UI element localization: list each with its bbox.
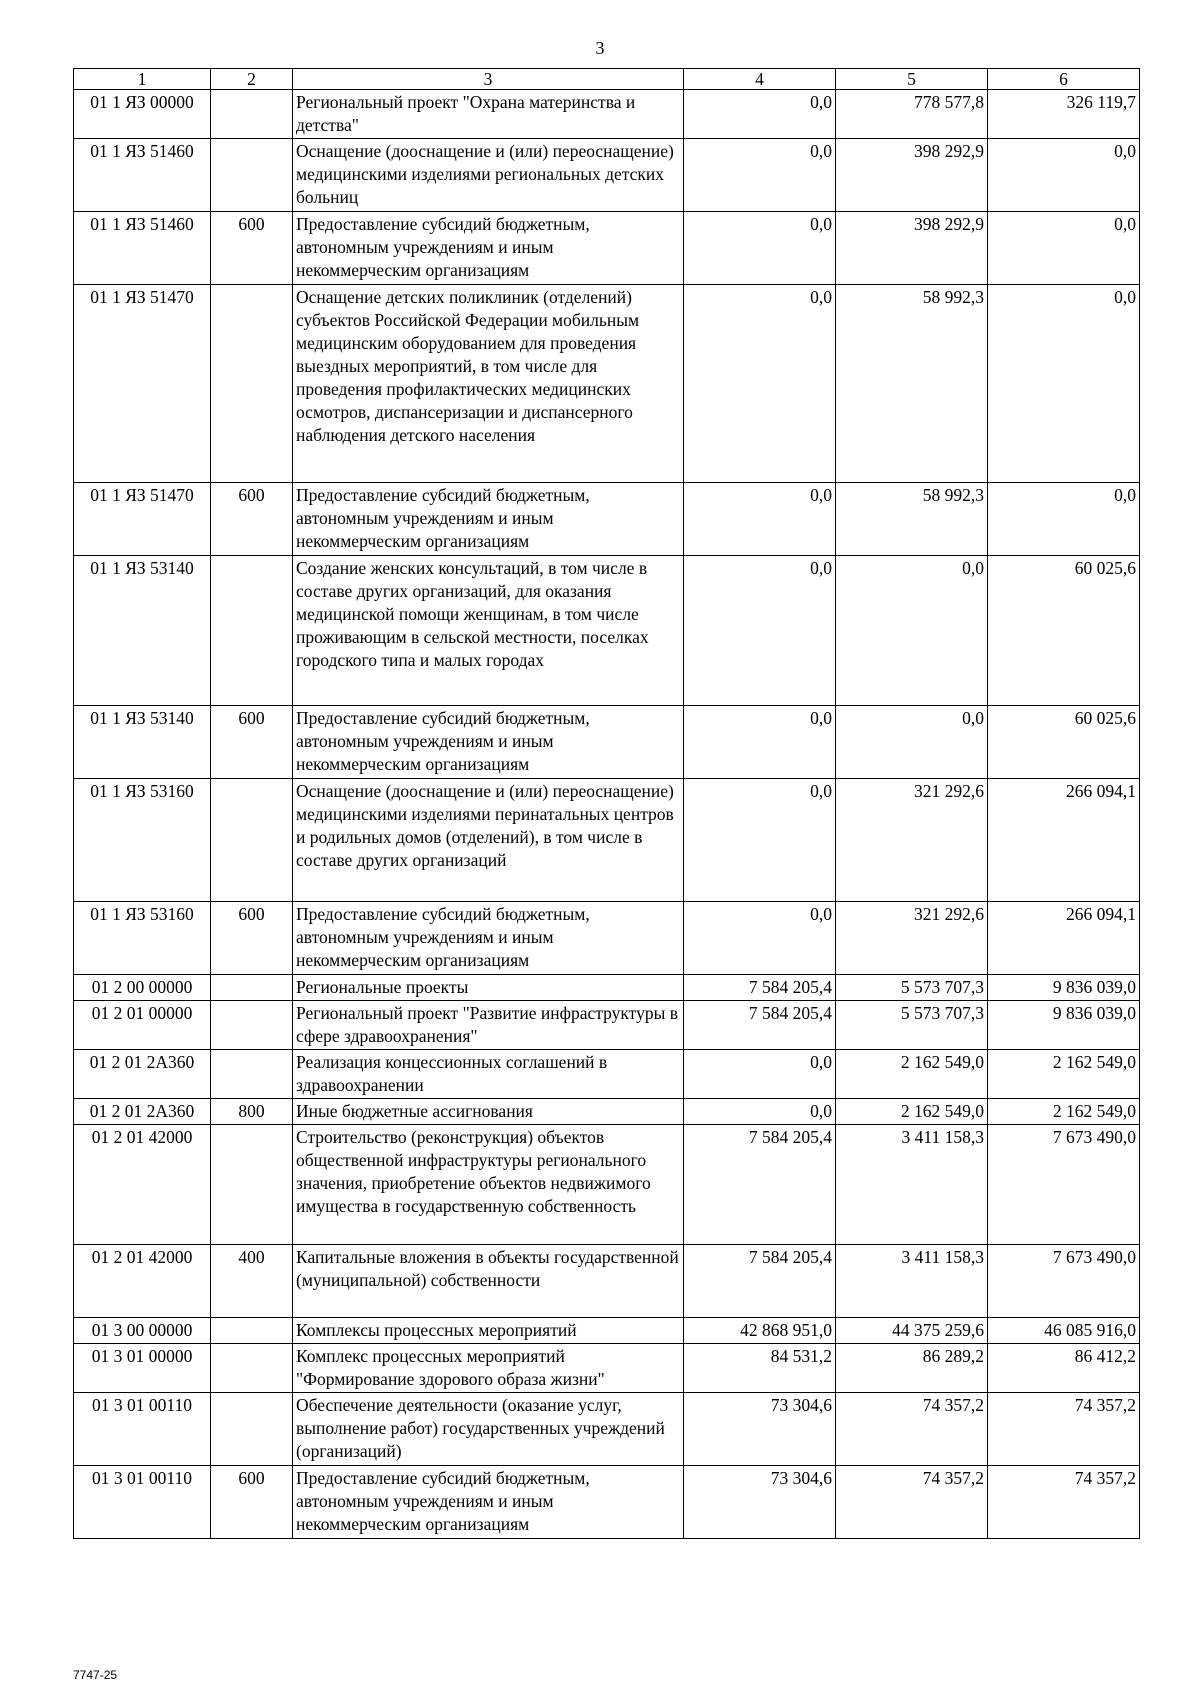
- row-value-col4: 0,0: [684, 90, 836, 139]
- row-expense-type: [211, 1050, 293, 1099]
- row-value-col5: 86 289,2: [836, 1344, 988, 1393]
- row-value-col6: 266 094,1: [988, 902, 1140, 975]
- row-name: Оснащение (дооснащение и (или) переоснащение) медицинскими изделиями перинатальных центров и родильных домов (отделений), в том числе в составе других организаций: [293, 779, 684, 902]
- row-code: 01 3 01 00110: [74, 1466, 211, 1539]
- row-expense-type: [211, 139, 293, 212]
- row-expense-type: 400: [211, 1245, 293, 1318]
- row-code: 01 1 ЯЗ 53160: [74, 902, 211, 975]
- column-header-1: 1: [74, 69, 211, 90]
- table-row: [74, 285, 1140, 483]
- row-value-col6: 86 412,2: [988, 1344, 1140, 1393]
- row-code: 01 2 01 42000: [74, 1245, 211, 1318]
- page-number: 3: [595, 38, 605, 58]
- row-value-col5: 2 162 549,0: [836, 1050, 988, 1099]
- row-expense-type: 800: [211, 1099, 293, 1125]
- row-code: 01 1 ЯЗ 51470: [74, 483, 211, 556]
- row-code: 01 3 01 00000: [74, 1344, 211, 1393]
- row-value-col4: 7 584 205,4: [684, 1245, 836, 1318]
- row-value-col5: 74 357,2: [836, 1466, 988, 1539]
- row-value-col4: 42 868 951,0: [684, 1318, 836, 1344]
- row-expense-type: 600: [211, 212, 293, 285]
- row-name: Оснащение (дооснащение и (или) переоснащение) медицинскими изделиями региональных детских больниц: [293, 139, 684, 212]
- document-footer-code: 7747-25: [73, 1668, 118, 1682]
- row-code: 01 2 00 00000: [74, 975, 211, 1001]
- row-value-col5: 44 375 259,6: [836, 1318, 988, 1344]
- row-value-col4: 0,0: [684, 483, 836, 556]
- row-code: 01 1 ЯЗ 53140: [74, 556, 211, 706]
- row-expense-type: 600: [211, 1466, 293, 1539]
- table-row: [74, 483, 1140, 556]
- row-value-col4: 0,0: [684, 139, 836, 212]
- row-name: Строительство (реконструкция) объектов общественной инфраструктуры регионального значения, приобретение объектов недвижимого имущества в государственную собственность: [293, 1125, 684, 1245]
- row-value-col5: 74 357,2: [836, 1393, 988, 1466]
- row-value-col4: 0,0: [684, 285, 836, 483]
- table-row: [74, 212, 1140, 285]
- row-name: Обеспечение деятельности (оказание услуг, выполнение работ) государственных учреждений (организаций): [293, 1393, 684, 1466]
- row-value-col6: 7 673 490,0: [988, 1125, 1140, 1245]
- table-row: [74, 556, 1140, 706]
- row-name: Предоставление субсидий бюджетным, автономным учреждениям и иным некоммерческим организациям: [293, 706, 684, 779]
- row-value-col6: 2 162 549,0: [988, 1050, 1140, 1099]
- row-name: Создание женских консультаций, в том числе в составе других организаций, для оказания медицинской помощи женщинам, в том числе проживающим в сельской местности, поселках городского типа и малых городах: [293, 556, 684, 706]
- column-header-3: 3: [293, 69, 684, 90]
- row-name: Предоставление субсидий бюджетным, автономным учреждениям и иным некоммерческим организациям: [293, 212, 684, 285]
- row-value-col4: 84 531,2: [684, 1344, 836, 1393]
- row-value-col5: 2 162 549,0: [836, 1099, 988, 1125]
- table-row: [74, 90, 1140, 139]
- row-expense-type: [211, 90, 293, 139]
- row-value-col6: 0,0: [988, 139, 1140, 212]
- row-code: 01 2 01 42000: [74, 1125, 211, 1245]
- row-name: Предоставление субсидий бюджетным, автономным учреждениям и иным некоммерческим организациям: [293, 483, 684, 556]
- row-expense-type: [211, 1344, 293, 1393]
- row-value-col6: 74 357,2: [988, 1393, 1140, 1466]
- row-value-col4: 7 584 205,4: [684, 975, 836, 1001]
- column-header-2: 2: [211, 69, 293, 90]
- row-value-col6: 60 025,6: [988, 706, 1140, 779]
- table-row: [74, 1318, 1140, 1344]
- row-value-col5: 398 292,9: [836, 212, 988, 285]
- row-value-col5: 321 292,6: [836, 902, 988, 975]
- table-row: [74, 139, 1140, 212]
- row-value-col5: 3 411 158,3: [836, 1245, 988, 1318]
- row-expense-type: [211, 285, 293, 483]
- row-value-col4: 0,0: [684, 1050, 836, 1099]
- row-code: 01 3 01 00110: [74, 1393, 211, 1466]
- column-header-6: 6: [988, 69, 1140, 90]
- row-value-col6: 60 025,6: [988, 556, 1140, 706]
- table-row: [74, 1344, 1140, 1393]
- row-value-col4: 73 304,6: [684, 1393, 836, 1466]
- row-code: 01 1 ЯЗ 53140: [74, 706, 211, 779]
- table-row: [74, 1125, 1140, 1245]
- table-row: [74, 975, 1140, 1001]
- row-expense-type: [211, 1125, 293, 1245]
- row-value-col5: 58 992,3: [836, 285, 988, 483]
- row-name: Предоставление субсидий бюджетным, автономным учреждениям и иным некоммерческим организациям: [293, 902, 684, 975]
- row-value-col6: 266 094,1: [988, 779, 1140, 902]
- row-value-col6: 46 085 916,0: [988, 1318, 1140, 1344]
- row-name: Предоставление субсидий бюджетным, автономным учреждениям и иным некоммерческим организациям: [293, 1466, 684, 1539]
- table-row: [74, 1466, 1140, 1539]
- budget-table: [73, 68, 1140, 1539]
- table-row: [74, 1050, 1140, 1099]
- row-code: 01 1 ЯЗ 51460: [74, 212, 211, 285]
- row-name: Комплекс процессных мероприятий "Формирование здорового образа жизни": [293, 1344, 684, 1393]
- row-name: Реализация концессионных соглашений в здравоохранении: [293, 1050, 684, 1099]
- row-value-col5: 0,0: [836, 556, 988, 706]
- row-value-col4: 0,0: [684, 1099, 836, 1125]
- row-code: 01 1 ЯЗ 53160: [74, 779, 211, 902]
- row-value-col4: 0,0: [684, 779, 836, 902]
- row-value-col5: 58 992,3: [836, 483, 988, 556]
- row-expense-type: [211, 975, 293, 1001]
- table-row: [74, 779, 1140, 902]
- row-value-col5: 3 411 158,3: [836, 1125, 988, 1245]
- row-value-col4: 0,0: [684, 212, 836, 285]
- row-value-col4: 0,0: [684, 706, 836, 779]
- row-value-col6: 9 836 039,0: [988, 975, 1140, 1001]
- row-expense-type: [211, 556, 293, 706]
- row-expense-type: [211, 779, 293, 902]
- row-value-col6: 0,0: [988, 212, 1140, 285]
- row-value-col6: 0,0: [988, 483, 1140, 556]
- row-name: Комплексы процессных мероприятий: [293, 1318, 684, 1344]
- row-code: 01 2 01 2А360: [74, 1050, 211, 1099]
- row-expense-type: [211, 1393, 293, 1466]
- table-row: [74, 902, 1140, 975]
- row-value-col6: 9 836 039,0: [988, 1001, 1140, 1050]
- row-value-col4: 0,0: [684, 902, 836, 975]
- row-code: 01 2 01 00000: [74, 1001, 211, 1050]
- row-value-col5: 5 573 707,3: [836, 1001, 988, 1050]
- column-header-5: 5: [836, 69, 988, 90]
- row-value-col4: 0,0: [684, 556, 836, 706]
- row-value-col5: 398 292,9: [836, 139, 988, 212]
- table-row: [74, 1245, 1140, 1318]
- row-name: Иные бюджетные ассигнования: [293, 1099, 684, 1125]
- row-value-col6: 7 673 490,0: [988, 1245, 1140, 1318]
- row-code: 01 1 ЯЗ 51470: [74, 285, 211, 483]
- row-name: Региональный проект "Охрана материнства и детства": [293, 90, 684, 139]
- row-code: 01 3 00 00000: [74, 1318, 211, 1344]
- row-expense-type: 600: [211, 706, 293, 779]
- row-expense-type: [211, 1318, 293, 1344]
- row-value-col5: 0,0: [836, 706, 988, 779]
- row-expense-type: [211, 1001, 293, 1050]
- row-value-col5: 5 573 707,3: [836, 975, 988, 1001]
- row-code: 01 2 01 2А360: [74, 1099, 211, 1125]
- row-value-col5: 778 577,8: [836, 90, 988, 139]
- table-row: [74, 1001, 1140, 1050]
- row-value-col6: 2 162 549,0: [988, 1099, 1140, 1125]
- column-number-header-row: [74, 69, 1140, 90]
- row-value-col4: 73 304,6: [684, 1466, 836, 1539]
- row-value-col4: 7 584 205,4: [684, 1001, 836, 1050]
- row-value-col6: 0,0: [988, 285, 1140, 483]
- row-name: Региональный проект "Развитие инфраструктуры в сфере здравоохранения": [293, 1001, 684, 1050]
- table-row: [74, 1099, 1140, 1125]
- row-value-col4: 7 584 205,4: [684, 1125, 836, 1245]
- row-expense-type: 600: [211, 902, 293, 975]
- row-expense-type: 600: [211, 483, 293, 556]
- column-header-4: 4: [684, 69, 836, 90]
- row-value-col6: 74 357,2: [988, 1466, 1140, 1539]
- row-value-col6: 326 119,7: [988, 90, 1140, 139]
- row-name: Капитальные вложения в объекты государственной (муниципальной) собственности: [293, 1245, 684, 1318]
- row-value-col5: 321 292,6: [836, 779, 988, 902]
- row-code: 01 1 ЯЗ 00000: [74, 90, 211, 139]
- table-row: [74, 706, 1140, 779]
- table-row: [74, 1393, 1140, 1466]
- row-name: Оснащение детских поликлиник (отделений) субъектов Российской Федерации мобильным медицинским оборудованием для проведения выездных мероприятий, в том числе для проведения профилактических медицинских осмотров, диспансеризации и диспансерного наблюдения детского населения: [293, 285, 684, 483]
- row-name: Региональные проекты: [293, 975, 684, 1001]
- row-code: 01 1 ЯЗ 51460: [74, 139, 211, 212]
